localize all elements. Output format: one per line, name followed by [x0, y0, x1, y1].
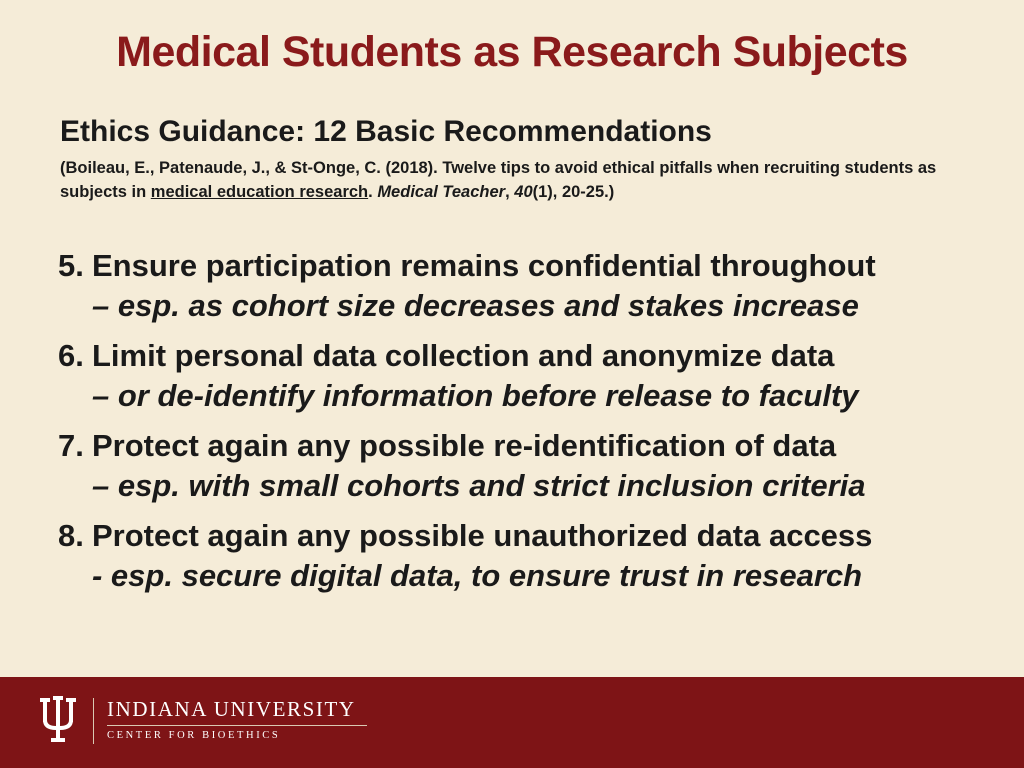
slide-subtitle: Ethics Guidance: 12 Basic Recommendations: [60, 115, 712, 148]
list-item-body: [92, 336, 998, 416]
list-item-main: Ensure participation remains confidential throughout: [92, 248, 876, 283]
list-item-number: 8.: [58, 518, 84, 553]
org-rule: [107, 725, 367, 726]
org-name: INDIANA UNIVERSITY: [107, 697, 356, 721]
list-item-sub: – esp. with small cohorts and strict inclusion criteria: [92, 468, 866, 503]
list-item-number: 7.: [58, 428, 84, 463]
list-item-sub: - esp. secure digital data, to ensure trust in research: [92, 558, 863, 593]
list-item-number: 6.: [58, 338, 84, 373]
list-item-main: Protect again any possible unauthorized data access: [92, 518, 873, 553]
iu-trident-icon: [38, 696, 78, 744]
list-item-number: 5.: [58, 248, 84, 283]
citation-link[interactable]: medical education research: [150, 183, 369, 201]
citation: [60, 156, 960, 204]
citation-text: (Boileau, E., Patenaude, J., & St-Onge, C. (2018). Twelve tips to avoid ethical pitfalls when recruiting students as subjects in: [60, 159, 937, 201]
slide-title: Medical Students as Research Subjects: [116, 28, 908, 76]
list-item: [58, 246, 998, 326]
list-item-body: [92, 516, 998, 596]
list-item-main: Protect again any possible re-identification of data: [92, 428, 837, 463]
list-item-sub: – or de-identify information before release to faculty: [92, 378, 859, 413]
footer-divider: [93, 698, 94, 744]
list-item: [58, 426, 998, 506]
footer-bar: [0, 677, 1024, 768]
list-item-body: [92, 426, 998, 506]
list-item-sub: – esp. as cohort size decreases and stakes increase: [92, 288, 859, 323]
citation-text: .: [368, 183, 378, 201]
list-item: [58, 336, 998, 416]
citation-volume: 40: [514, 183, 533, 201]
org-subtitle: CENTER FOR BIOETHICS: [107, 730, 281, 741]
citation-text: (1), 20-25.): [532, 183, 615, 201]
citation-journal: Medical Teacher: [377, 183, 506, 201]
list-item: [58, 516, 998, 596]
list-item-main: Limit personal data collection and anonymize data: [92, 338, 835, 373]
recommendation-list: [58, 246, 998, 606]
list-item-body: [92, 246, 998, 326]
citation-text: ,: [505, 183, 515, 201]
